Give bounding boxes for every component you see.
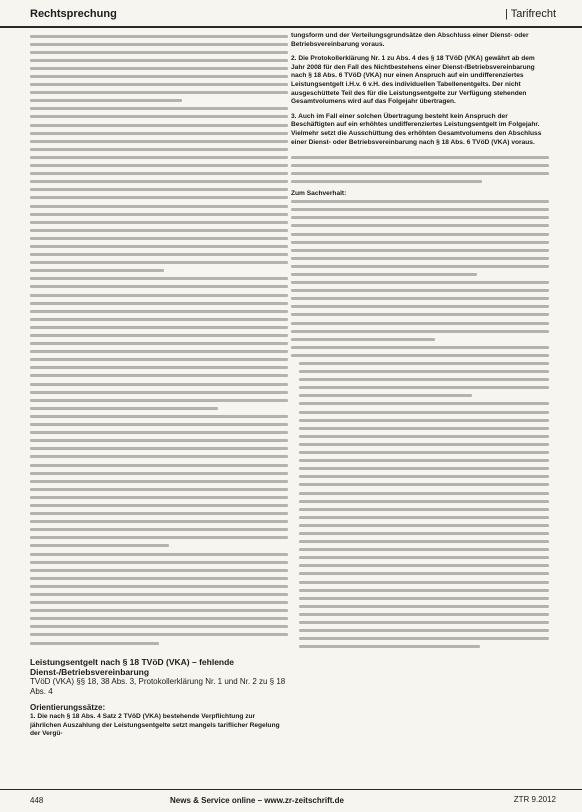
text-line [30,566,288,574]
text-line [291,303,549,311]
text-line [291,230,549,238]
text-line [291,546,549,554]
text-line [30,364,288,372]
text-line [30,615,288,623]
text-line [30,404,288,412]
text-line [291,449,549,457]
text-line [30,590,288,598]
text-line [30,178,288,186]
left-body-text [30,32,288,647]
text-line [291,602,549,610]
text-line [30,89,288,97]
text-line [291,287,549,295]
text-line [291,570,549,578]
journal-issue: ZTR 9.2012 [513,795,556,804]
text-line [30,202,288,210]
text-line [30,32,288,40]
text-line [30,631,288,639]
text-line [291,295,549,303]
text-line [30,97,288,105]
text-line [291,161,549,169]
text-line [291,594,549,602]
text-line [30,412,288,420]
text-line [291,635,549,643]
text-line [291,497,549,505]
text-line [291,505,549,513]
text-line [30,105,288,113]
text-line [30,437,288,445]
text-line [30,129,288,137]
text-line [30,582,288,590]
text-line [30,396,288,404]
page-number: 448 [30,796,44,805]
text-line [30,469,288,477]
text-line [291,424,549,432]
text-line [30,72,288,80]
text-line [291,465,549,473]
text-line [30,291,288,299]
text-line [30,599,288,607]
text-line [30,210,288,218]
text-line [30,218,288,226]
text-line [30,234,288,242]
text-line [291,214,549,222]
text-line [30,226,288,234]
text-line [30,493,288,501]
page-header [0,0,582,28]
orientierung-text: 1. Die nach § 18 Abs. 4 Satz 2 TVöD (VKA) bestehende Verpflichtung zur jährlichen Auszahlung der Leistungsentgelte setzt mangels tariflicher Regelung der Vergü- [30,713,280,738]
text-line [291,335,549,343]
text-line [30,162,288,170]
text-line [30,113,288,121]
text-line [30,558,288,566]
text-line [291,513,549,521]
text-line [30,510,288,518]
text-line [30,574,288,582]
article-title: Leistungsentgelt nach § 18 TVöD (VKA) – fehlende Dienst-/Betriebsvereinbarung [30,657,235,678]
text-line [30,534,288,542]
text-line [291,473,549,481]
text-line [291,416,549,424]
text-line [30,461,288,469]
text-line [291,254,549,262]
text-line [30,453,288,461]
text-line [30,501,288,509]
orientierung-label: Orientierungssätze: [30,703,106,713]
text-line [291,177,549,185]
text-line [291,586,549,594]
text-line [291,246,549,254]
text-line [30,639,288,647]
text-line [291,529,549,537]
text-line [30,299,288,307]
text-line [30,56,288,64]
text-line [291,538,549,546]
text-line [291,279,549,287]
text-line [291,311,549,319]
text-line [30,251,288,259]
section-title: Rechtsprechung [30,8,117,20]
article-reference: TVöD (VKA) §§ 18, 38 Abs. 3, Protokollerklärung Nr. 1 und Nr. 2 zu § 18 Abs. 4 [30,677,286,697]
text-line [30,485,288,493]
orientierung-point-3: 3. Auch im Fall einer solchen Übertragung besteht kein Anspruch der Beschäftigten auf ein erhöhtes undifferenziertes Leistungsentgelt im Folgejahr. Vielmehr setzt die Ausschüttung des erhöhten Gesamtvolumens den Abschluss einer Dienst- oder Betriebsvereinbarung nach § 18 Abs. 6 TVöD (VKA) voraus. [291,112,542,146]
text-line [291,554,549,562]
text-line [30,550,288,558]
text-line [291,440,549,448]
text-line [291,627,549,635]
text-line [291,327,549,335]
text-line [30,153,288,161]
text-line [291,153,549,161]
text-line [291,376,549,384]
text-line [291,198,549,206]
right-body-text [291,198,549,651]
text-line [291,457,549,465]
text-line [291,400,549,408]
text-line [291,408,549,416]
text-line [30,348,288,356]
text-line [30,186,288,194]
text-line [30,356,288,364]
text-line [291,489,549,497]
text-line [30,445,288,453]
text-line [30,267,288,275]
section-category: | Tarifrecht [505,8,556,20]
text-line [30,40,288,48]
text-line [291,359,549,367]
text-line [30,477,288,485]
text-line [30,323,288,331]
text-line [291,319,549,327]
text-line [30,145,288,153]
text-line [291,222,549,230]
orientierung-point-2: 2. Die Protokollerklärung Nr. 1 zu Abs. 4 des § 18 TVöD (VKA) gewährt ab dem Jahr 2008 für den Fall des Nichtbestehens einer Dienst-/Betriebsvereinbarung nach § 18 Abs. 6 TVöD (VKA) nur einen Anspruch auf ein undifferenziertes Leistungsentgelt i.H.v. 6 v.H. des individuellen Tabellenentgelts. Der nicht ausgeschüttete Teil des für die Leistungsentgelte zur Verfügung stehenden Gesamtvolumens wird auf das Folgejahr übertragen. [291,55,535,106]
text-line [30,331,288,339]
text-line [30,429,288,437]
text-line [291,562,549,570]
article-heading [30,657,288,739]
text-line [30,623,288,631]
left-column [30,32,288,739]
text-line [291,432,549,440]
footer-website: News & Service online – www.zr-zeitschrift.de [170,796,344,805]
text-line [30,542,288,550]
right-citation [291,153,549,185]
text-line [30,242,288,250]
text-line [30,307,288,315]
text-line [30,372,288,380]
text-line [291,521,549,529]
text-line [30,340,288,348]
text-line [30,170,288,178]
text-line [291,351,549,359]
text-line [291,343,549,351]
text-line [291,169,549,177]
text-line [291,262,549,270]
text-line [291,610,549,618]
page-footer [0,789,582,812]
text-line [291,578,549,586]
text-line [30,526,288,534]
text-line [291,643,549,651]
text-line [30,388,288,396]
right-column [291,32,549,651]
text-line [291,618,549,626]
text-line [30,259,288,267]
text-line [30,48,288,56]
text-line [30,194,288,202]
right-top-text: tungsform und der Verteilungsgrundsätze den Abschluss einer Dienst- oder Betriebsvereinbarung voraus. [291,32,529,48]
text-line [30,421,288,429]
text-line [30,137,288,145]
text-line [30,81,288,89]
sachverhalt-label: Zum Sachverhalt: [291,189,347,197]
text-line [291,206,549,214]
text-line [291,368,549,376]
text-line [291,384,549,392]
text-line [30,518,288,526]
text-line [30,380,288,388]
text-line [30,64,288,72]
text-line [291,481,549,489]
text-line [30,283,288,291]
text-line [30,607,288,615]
text-line [291,238,549,246]
text-line [291,392,549,400]
text-line [30,121,288,129]
text-line [291,270,549,278]
text-line [30,315,288,323]
text-line [30,275,288,283]
